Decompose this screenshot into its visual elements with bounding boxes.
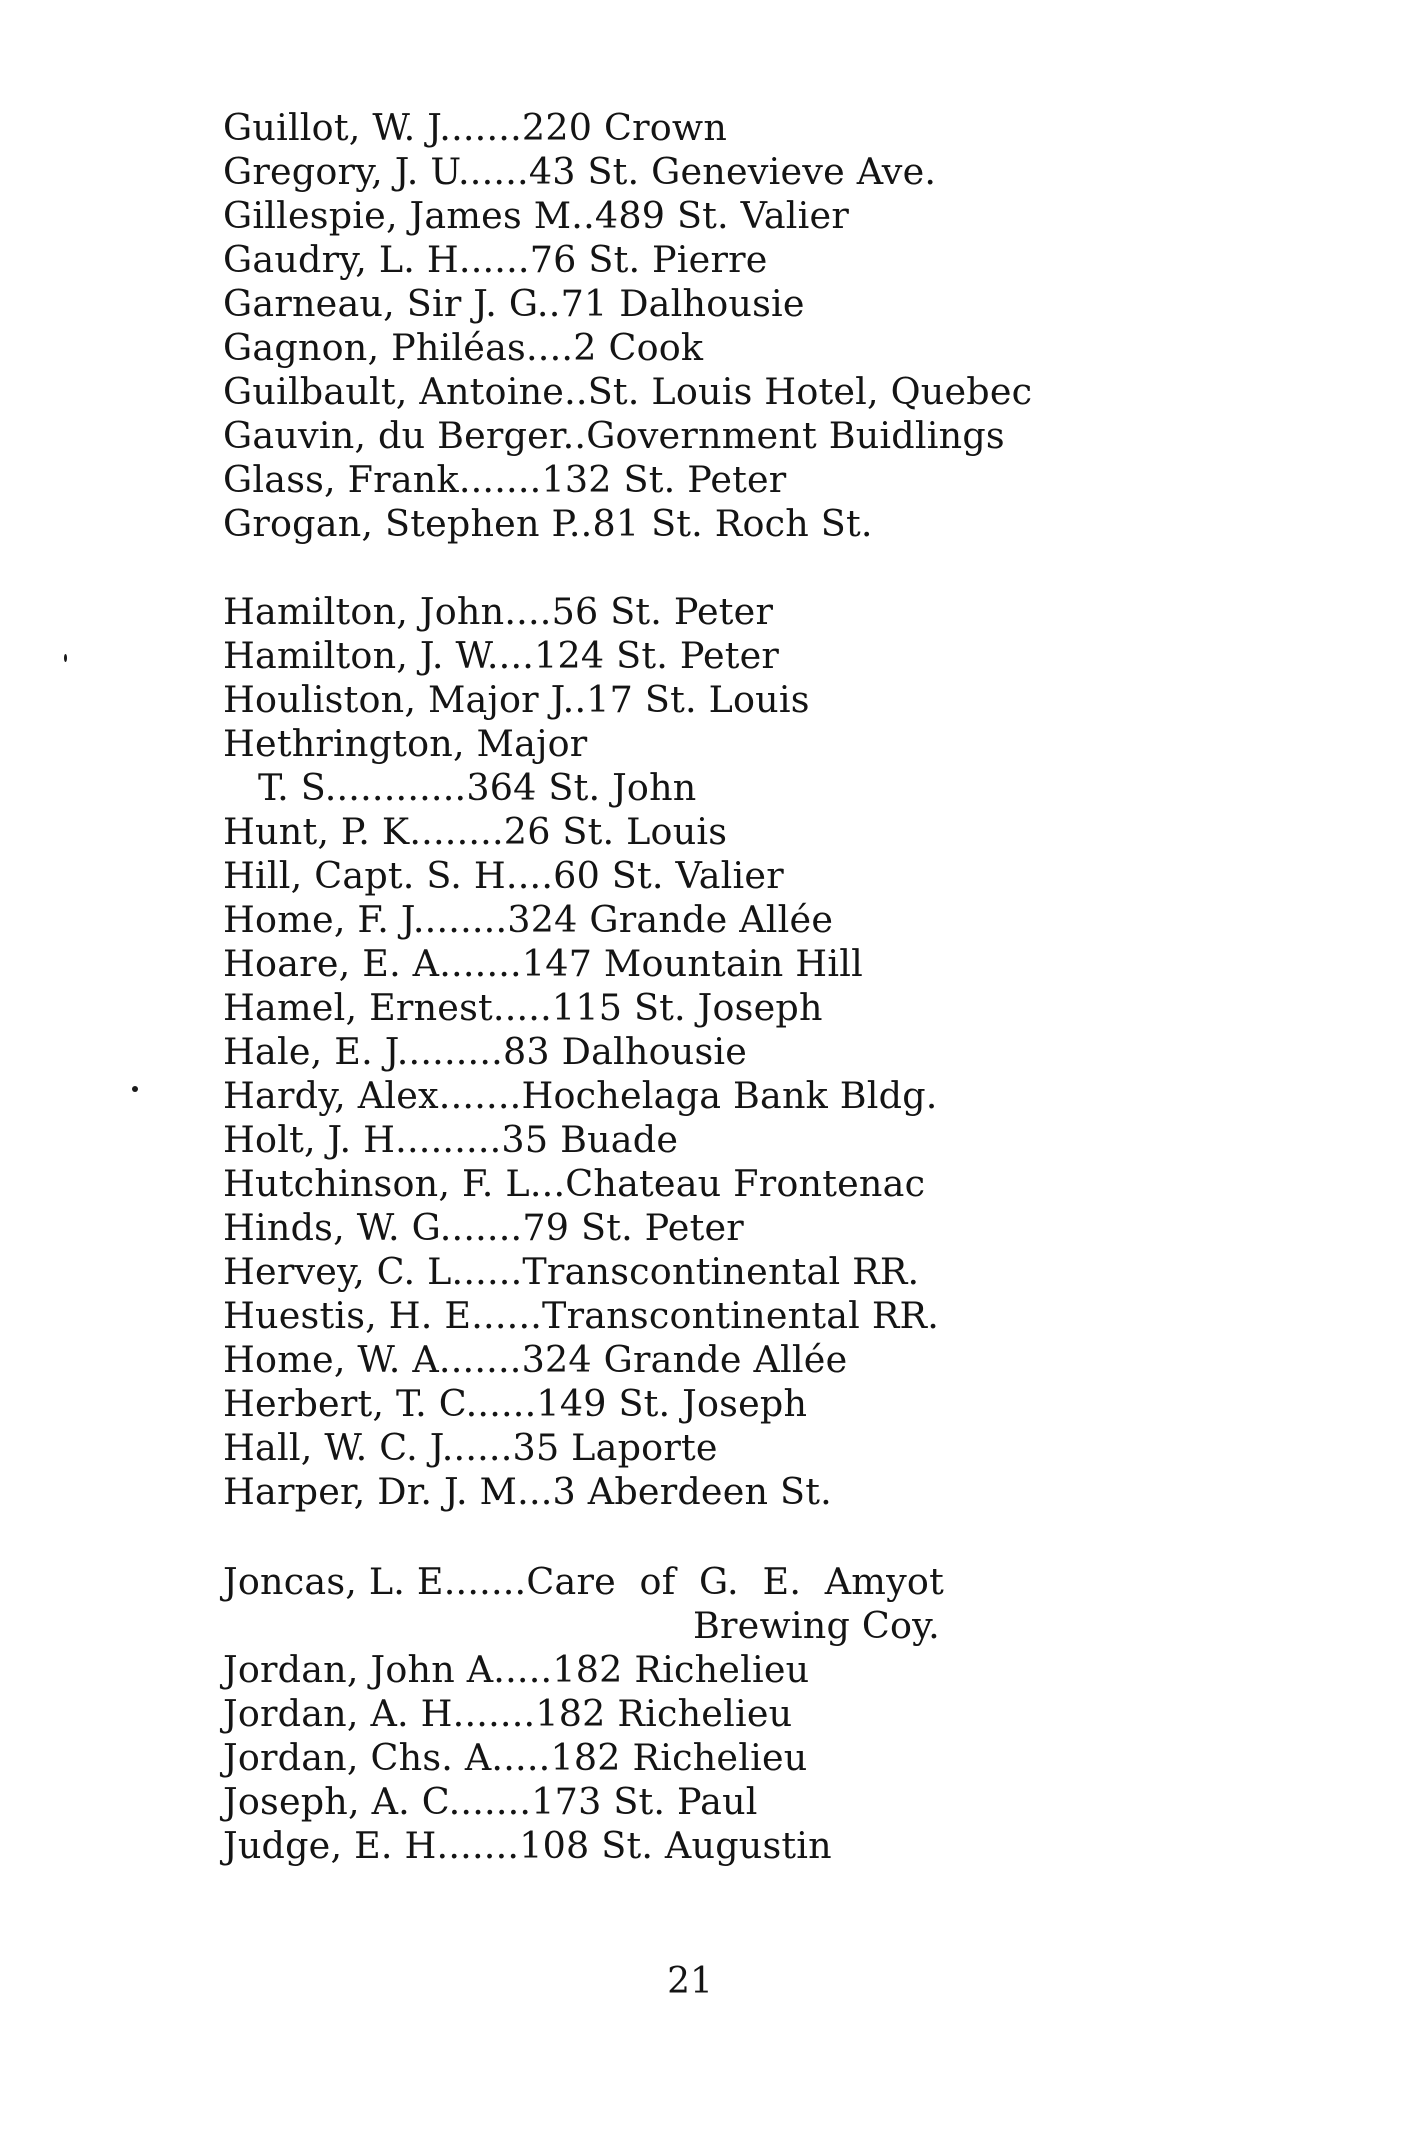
entry-name: Harper, Dr. J. M. (223, 1470, 529, 1513)
entry-leader: ...... (455, 1560, 527, 1603)
entry-name: Hunt, P. K. (223, 810, 422, 853)
entry-leader: ........... (336, 766, 467, 809)
entry-address: 364 St. John (466, 766, 697, 809)
entry-name: Home, F. J. (223, 898, 425, 941)
entry-address: Chateau Frontenac (565, 1162, 926, 1205)
entry-address: 182 Richelieu (535, 1692, 793, 1735)
directory-entry (223, 106, 727, 150)
entry-name: Huestis, H. E. (223, 1294, 484, 1337)
entry-name: Gregory, J. U. (223, 150, 470, 193)
entry-address: Brewing Coy. (693, 1604, 940, 1647)
entry-leader: . (580, 502, 593, 545)
entry-address: 324 Grande Allée (507, 898, 834, 941)
entry-name: T. S. (258, 766, 337, 809)
entry-name: Home, W. A. (223, 1338, 451, 1381)
directory-entry (223, 678, 810, 722)
entry-leader: . (583, 194, 595, 237)
entry-leader: ........ (408, 1030, 503, 1073)
entry-address: 26 St. Louis (503, 810, 728, 853)
print-speck (64, 654, 67, 662)
entry-leader: .... (503, 1736, 551, 1779)
entry-leader: .. (541, 1162, 566, 1205)
entry-leader: ...... (451, 1206, 523, 1249)
entry-leader: .. (528, 1470, 553, 1513)
directory-entry (223, 810, 727, 854)
entry-name: Hutchinson, F. L. (223, 1162, 542, 1205)
entry-name: Gauvin, du Berger. (223, 414, 575, 457)
directory-entry (223, 458, 786, 502)
entry-address: 124 St. Peter (534, 634, 780, 677)
entry-address: 108 St. Augustin (519, 1824, 832, 1867)
directory-entry (223, 326, 703, 370)
entry-name: Jordan, A. H. (223, 1692, 465, 1735)
entry-name: Gaudry, L. H. (223, 238, 471, 281)
entry-address: 76 St. Pierre (529, 238, 768, 281)
entry-leader: ...... (450, 1074, 522, 1117)
entry-address: 79 St. Peter (522, 1206, 744, 1249)
entry-name: Glass, Frank. (223, 458, 471, 501)
directory-entry (223, 1648, 809, 1692)
entry-address: Transcontinental RR. (522, 1250, 920, 1293)
entry-name: Gillespie, James M. (223, 194, 584, 237)
entry-address: 3 Aberdeen St. (552, 1470, 832, 1513)
directory-entry (223, 942, 863, 986)
directory-entry (223, 898, 833, 942)
entry-address: Hochelaga Bank Bldg. (521, 1074, 938, 1117)
entry-name: Hamilton, J. W. (223, 634, 499, 677)
entry-address: 149 St. Joseph (536, 1382, 808, 1425)
entry-address: Government Buidlings (586, 414, 1005, 457)
entry-name: Joseph, A. C. (223, 1780, 461, 1823)
entry-name: Gagnon, Philéas. (223, 326, 538, 369)
directory-entry (223, 238, 768, 282)
entry-address: St. Louis Hotel, Quebec (587, 370, 1033, 413)
entry-address: 81 St. Roch St. (592, 502, 873, 545)
entry-leader: ..... (463, 1250, 523, 1293)
entry-leader: ..... (470, 238, 530, 281)
directory-entry (223, 414, 1005, 458)
entry-name: Grogan, Stephen P. (223, 502, 581, 545)
entry-address: 56 St. Peter (551, 590, 774, 633)
entry-address: 60 St. Valier (553, 854, 784, 897)
entry-address: 182 Richelieu (550, 1736, 808, 1779)
directory-entry (223, 1338, 847, 1382)
entry-name: Garneau, Sir J. G. (223, 282, 549, 325)
page-number: 21 (667, 1961, 713, 2002)
entry-leader: ... (498, 634, 535, 677)
entry-name: Guilbault, Antoine. (223, 370, 576, 413)
directory-entry (223, 1382, 807, 1426)
entry-leader: ...... (451, 106, 522, 149)
directory-entry (223, 986, 823, 1030)
entry-name: Hamel, Ernest. (223, 986, 505, 1029)
entry-address: 132 St. Peter (541, 458, 787, 501)
directory-entry (223, 1780, 758, 1824)
directory-entry (223, 590, 773, 634)
entry-leader: . (574, 678, 587, 721)
directory-entry (223, 150, 936, 194)
entry-name: Hill, Capt. S. H. (223, 854, 518, 897)
directory-entry (223, 1692, 792, 1736)
entry-name: Hamilton, John. (223, 590, 517, 633)
entry-address: 173 St. Paul (531, 1780, 758, 1823)
entry-name: Herbert, T. C. (223, 1382, 478, 1425)
directory-entry (223, 1294, 939, 1338)
entry-name: Hall, W. C. J. (223, 1426, 454, 1469)
entry-address: Transcontinental RR. (542, 1294, 939, 1337)
entry-address: 147 Mountain Hill (521, 942, 863, 985)
directory-entry (223, 1736, 807, 1780)
directory-entry (223, 634, 779, 678)
entry-leader: ........ (407, 1118, 502, 1161)
entry-address: 17 St. Louis (586, 678, 810, 721)
entry-name: Hoare, E. A. (223, 942, 452, 985)
entry-leader: ... (516, 590, 552, 633)
directory-entry (223, 1824, 832, 1868)
directory-entry (258, 766, 697, 810)
entry-address: 71 Dalhousie (560, 282, 805, 325)
entry-leader: ..... (483, 1294, 543, 1337)
entry-leader: ...... (448, 1824, 520, 1867)
entry-name: Joncas, L. E. (223, 1560, 456, 1603)
entry-leader: ..... (453, 1426, 513, 1469)
directory-entry (223, 1030, 747, 1074)
entry-address: 182 Richelieu (552, 1648, 810, 1691)
entry-leader: .... (505, 1648, 553, 1691)
entry-name: Hethrington, Major (223, 722, 588, 765)
entry-name: Holt, J. H. (223, 1118, 407, 1161)
entry-address: 83 Dalhousie (502, 1030, 748, 1073)
entry-leader: ...... (450, 1338, 522, 1381)
entry-leader: ...... (451, 942, 522, 985)
entry-leader: ... (517, 854, 554, 897)
entry-address: 2 Cook (573, 326, 704, 369)
entry-name: Hinds, W. G. (223, 1206, 452, 1249)
directory-entry (223, 1426, 718, 1470)
directory-entry (223, 194, 849, 238)
entry-name: Judge, E. H. (223, 1824, 449, 1867)
entry-address: 35 Buade (501, 1118, 679, 1161)
entry-address: 220 Crown (521, 106, 728, 149)
entry-leader: ... (537, 326, 574, 369)
entry-address: 43 St. Genevieve Ave. (528, 150, 937, 193)
entry-name: Hervey, C. L. (223, 1250, 464, 1293)
entry-address: 489 St. Valier (594, 194, 850, 237)
directory-entry (223, 1250, 919, 1294)
directory-entry (223, 370, 1032, 414)
directory-entry (223, 1470, 832, 1514)
directory-entry (223, 1118, 678, 1162)
directory-entry (223, 722, 587, 766)
entry-address: 115 St. Joseph (551, 986, 823, 1029)
entry-name: Guillot, W. J. (223, 106, 452, 149)
entry-address: 324 Grande Allée (521, 1338, 848, 1381)
directory-entry (223, 1560, 944, 1604)
entry-leader: ...... (460, 1780, 532, 1823)
entry-leader: . (575, 370, 588, 413)
entry-address: Care of G. E. Amyot (526, 1560, 944, 1603)
directory-entry (223, 1074, 938, 1118)
entry-name: Jordan, Chs. A. (223, 1736, 504, 1779)
print-speck (132, 1086, 138, 1092)
entry-leader: . (548, 282, 561, 325)
entry-leader: .... (504, 986, 552, 1029)
directory-entry-continuation (693, 1604, 940, 1648)
directory-entry (223, 854, 784, 898)
directory-entry (223, 502, 873, 546)
entry-leader: . (574, 414, 587, 457)
entry-leader: ...... (464, 1692, 536, 1735)
directory-entry (223, 1206, 744, 1250)
entry-leader: ..... (477, 1382, 537, 1425)
directory-entry (223, 1162, 925, 1206)
directory-entry (223, 282, 805, 326)
entry-name: Hardy, Alex. (223, 1074, 451, 1117)
entry-name: Hale, E. J. (223, 1030, 409, 1073)
entry-leader: ....... (424, 898, 508, 941)
entry-name: Houliston, Major J. (223, 678, 575, 721)
entry-leader: ...... (470, 458, 542, 501)
entry-leader: ..... (469, 150, 529, 193)
entry-leader: ....... (421, 810, 504, 853)
entry-name: Jordan, John A. (223, 1648, 506, 1691)
entry-address: 35 Laporte (512, 1426, 718, 1469)
